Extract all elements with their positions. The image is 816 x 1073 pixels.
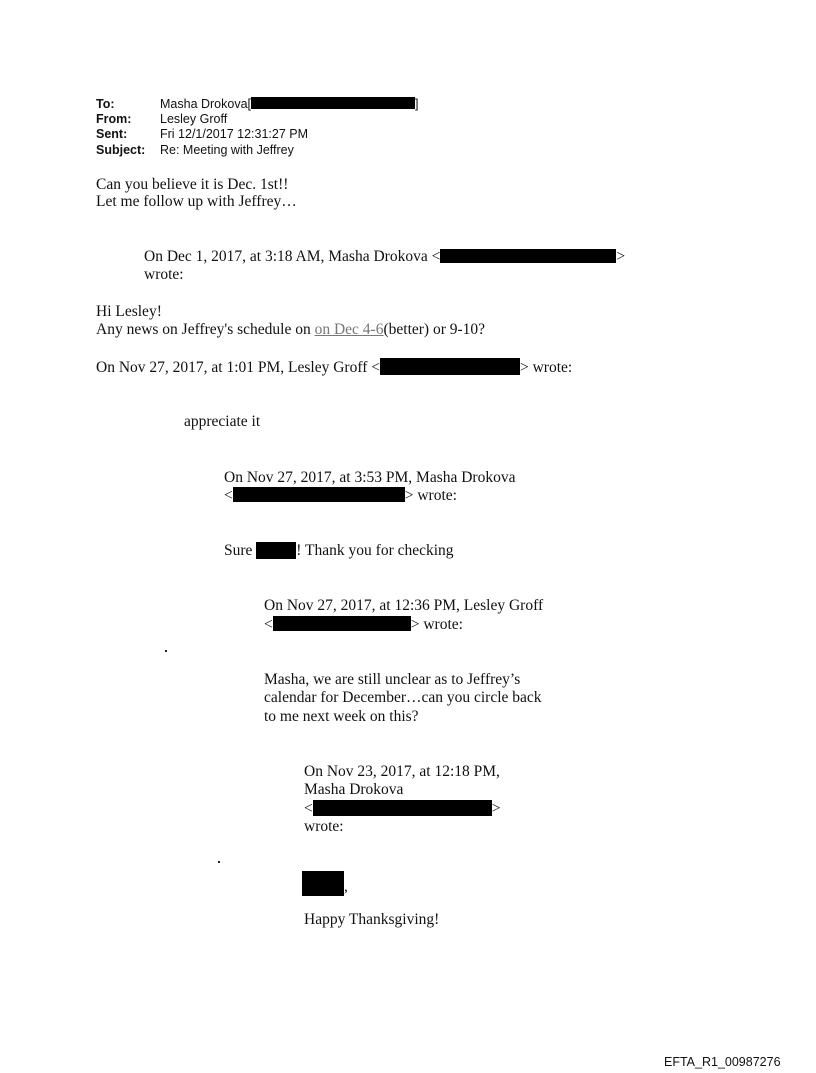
masha-question: Any news on Jeffrey's schedule on on Dec 4-6(better) or 9-10?: [96, 321, 486, 338]
sent-value: Fri 12/1/2017 12:31:27 PM: [160, 127, 309, 141]
to-value: Masha Drokova[ ]: [160, 97, 419, 111]
lesley-line-1: Masha, we are still unclear as to Jeffrey’s: [264, 671, 521, 688]
sent-label: Sent:: [96, 127, 128, 141]
from-label: From:: [96, 112, 132, 126]
quote3-line-2: < > wrote:: [224, 487, 457, 504]
subject-label: Subject:: [96, 143, 146, 157]
redacted-name: [256, 542, 296, 559]
appreciate-text: appreciate it: [184, 413, 261, 430]
redacted-email: [233, 487, 405, 502]
quote1-wrote: wrote:: [144, 266, 184, 283]
quote3-line-1: On Nov 27, 2017, at 3:53 PM, Masha Drokova: [224, 469, 516, 486]
redacted-email: [313, 800, 492, 816]
from-value: Lesley Groff: [160, 112, 228, 126]
body-line-1: Can you believe it is Dec. 1st!!: [96, 176, 289, 193]
redacted-email: [380, 358, 520, 375]
lesley-line-2: calendar for December…can you circle back: [264, 689, 542, 706]
quote5-line-2: Masha Drokova: [304, 781, 404, 798]
stray-dot: [165, 650, 167, 652]
quote4-line-1: On Nov 27, 2017, at 12:36 PM, Lesley Groff: [264, 597, 544, 614]
quote5-line-1: On Nov 23, 2017, at 12:18 PM,: [304, 763, 500, 780]
redacted-email: [251, 97, 415, 109]
sure-message: Sure ! Thank you for checking: [224, 542, 454, 559]
quote5-wrote: wrote:: [304, 818, 344, 835]
body-line-2: Let me follow up with Jeffrey…: [96, 193, 297, 210]
thanks-text: Happy Thanksgiving!: [304, 911, 440, 928]
redacted-email: [440, 249, 616, 263]
quote2-attribution: On Nov 27, 2017, at 1:01 PM, Lesley Groff < > wrote:: [96, 359, 573, 376]
masha-greeting: Hi Lesley!: [96, 303, 162, 320]
redacted-name: [302, 871, 344, 896]
quote1-attribution: On Dec 1, 2017, at 3:18 AM, Masha Drokova < >: [144, 248, 626, 265]
date-link[interactable]: on Dec 4-6: [314, 321, 384, 338]
quote5-line-3: < >: [304, 800, 501, 817]
to-label: To:: [96, 97, 115, 111]
thanks-greeting: ,: [302, 871, 348, 896]
subject-value: Re: Meeting with Jeffrey: [160, 143, 294, 157]
document-id: EFTA_R1_00987276: [664, 1055, 781, 1069]
quote4-line-2: < > wrote:: [264, 616, 463, 633]
redacted-email: [273, 616, 411, 631]
lesley-line-3: to me next week on this?: [264, 708, 419, 725]
stray-dot: [218, 861, 220, 863]
